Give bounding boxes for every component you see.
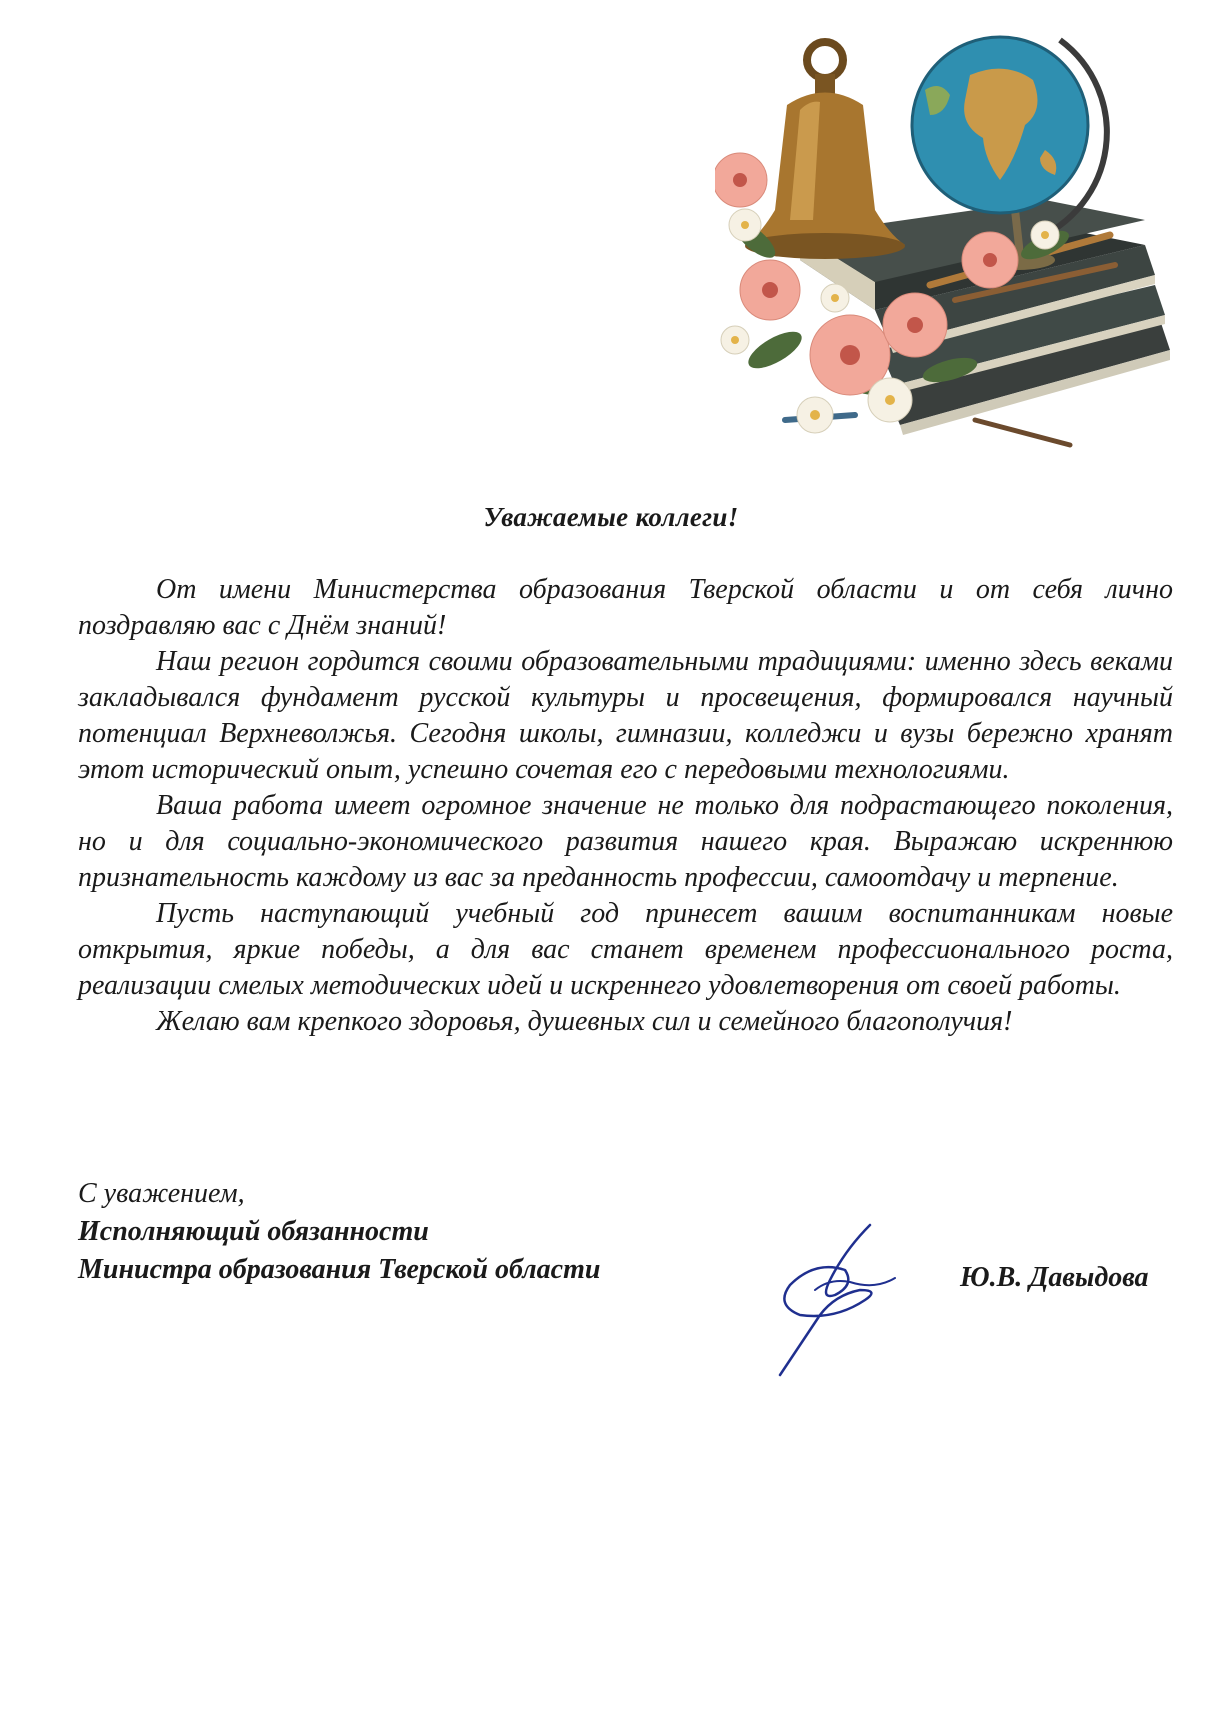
letter-paragraph: Ваша работа имеет огромное значение не только для подрастающего поколения, но и для социально-экономического развития нашего края. Выражаю искреннюю признательность каждому из вас за преданность профессии, самоотдачу и терпение. bbox=[78, 790, 1173, 893]
position-title-line1: Исполняющий обязанности bbox=[78, 1216, 429, 1247]
greeting-heading: Уважаемые коллеги! bbox=[483, 502, 739, 532]
school-bell-icon bbox=[745, 42, 905, 259]
letter-paragraph: От имени Министерства образования Тверской области и от себя лично поздравляю вас с Днём знаний! bbox=[78, 574, 1173, 641]
letter-body bbox=[78, 572, 1173, 1040]
letter-paragraph: Желаю вам крепкого здоровья, душевных сил и семейного благополучия! bbox=[156, 1006, 1013, 1037]
handwritten-signature bbox=[775, 1220, 905, 1380]
letter-paragraph: Пусть наступающий учебный год принесет вашим воспитанникам новые открытия, яркие победы, а для вас станет временем профессионального роста, реализации смелых методических идей и искреннего удовлетворения от своей работы. bbox=[78, 898, 1173, 1001]
closing-phrase: С уважением, bbox=[78, 1178, 245, 1209]
position-title-line2: Министра образования Тверской области bbox=[78, 1254, 601, 1285]
school-illustration bbox=[715, 20, 1180, 460]
signer-name: Ю.В. Давыдова bbox=[960, 1262, 1149, 1293]
closing-block bbox=[78, 1175, 600, 1289]
letter-paragraph: Наш регион гордится своими образовательными традициями: именно здесь веками закладывался фундамент русской культуры и просвещения, формировался научный потенциал Верхневолжья. Сегодня школы, гимназии, колледжи и вузы бережно хранят этот исторический опыт, успешно сочетая его с передовыми технологиями. bbox=[78, 646, 1173, 785]
